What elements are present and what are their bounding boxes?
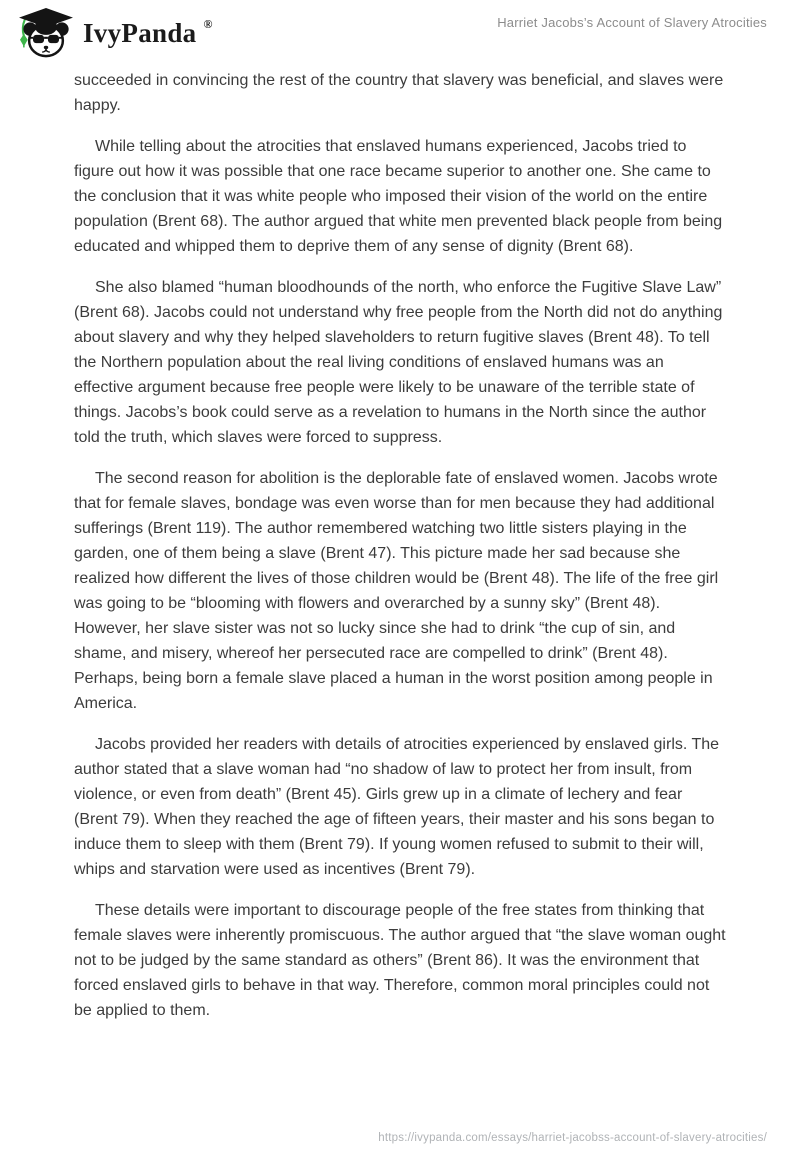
essay-body [74,68,727,1039]
essay-paragraph: These details were important to discourage people of the free states from thinking that female slaves were inherently promiscuous. The author argued that “the slave woman ought not to be judged by the same standard as others” (Brent 86). It was the environment that forced enslaved girls to behave in that way. Therefore, common moral principles could not be applied to them. [74,902,726,1019]
logo-wordmark: IvyPanda [83,17,197,48]
essay-paragraph: The second reason for abolition is the deplorable fate of enslaved women. Jacobs wrote that for female slaves, bondage was even worse than for men because they had additional sufferings (Brent 119). The author remembered watching two little sisters playing in the garden, one of them being a slave (Brent 47). This picture made her sad because she realized how different the lives of those children would be (Brent 48). The life of the free girl was going to be “blooming with flowers and overarched by a sunny sky” (Brent 48). However, her slave sister was not so lucky since she had to drink “the cup of sin, and shame, and misery, whereof her persecuted race are compelled to drink” (Brent 48). Perhaps, being born a female slave placed a human in the worst position among people in America. [74,470,719,712]
essay-paragraph: succeeded in convincing the rest of the country that slavery was beneficial, and slaves were happy. [74,72,724,114]
essay-paragraph: Jacobs provided her readers with details of atrocities experienced by enslaved girls. The author stated that a slave woman had “no shadow of law to protect her from insult, from violence, or even from death” (Brent 45). Girls grew up in a climate of lechery and fear (Brent 79). When they reached the age of fifteen years, their master and his sons began to induce them to sleep with them (Brent 79). If young women refused to submit to their will, whips and starvation were used as incentives (Brent 79). [74,736,720,878]
source-url: https://ivypanda.com/essays/harriet-jacobss-account-of-slavery-atrocities/ [378,1132,767,1144]
registered-trademark-symbol: ® [203,17,213,31]
essay-paragraph: While telling about the atrocities that enslaved humans experienced, Jacobs tried to figure out how it was possible that one race became superior to another one. She came to the conclusion that it was white people who imposed their vision of the world on the entire population (Brent 68). The author argued that white men prevented black people from being educated and whipped them to deprive them of any sense of dignity (Brent 68). [74,138,723,255]
ivypanda-logo-link[interactable] [16,7,212,59]
running-head-title: Harriet Jacobs’s Account of Slavery Atrocities [497,15,767,30]
panda-graduation-cap-icon [16,7,76,59]
essay-paragraph: She also blamed “human bloodhounds of the north, who enforce the Fugitive Slave Law” (Brent 68). Jacobs could not understand why free people from the North did not do anything about slavery and why they helped slaveholders to return fugitive slaves (Brent 48). To tell the Northern population about the real living conditions of enslaved humans was an effective argument because free people were likely to be unaware of the terrible state of things. Jacobs’s book could serve as a revelation to humans in the North since the author told the truth, which slaves were forced to suppress. [74,279,723,446]
